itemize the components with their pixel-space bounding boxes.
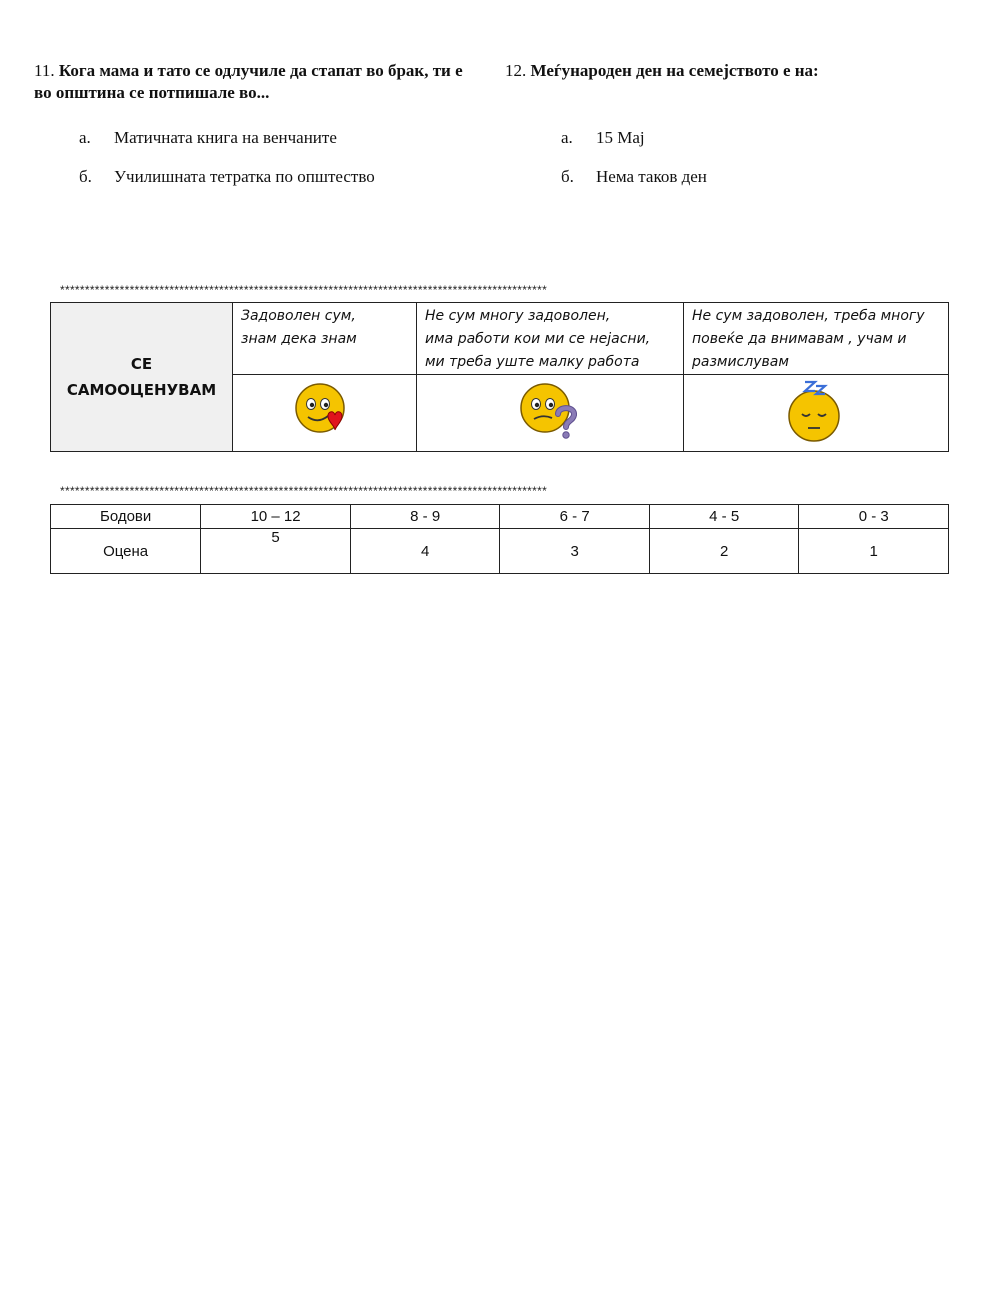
smiley-sleeping-icon — [781, 378, 851, 444]
option-text: Училишната тетратка по општество — [114, 167, 375, 186]
desc-line: повеќе да внимавам , учам и — [692, 331, 907, 347]
grade-label: Оцена — [51, 529, 201, 574]
option-text: Нема таков ден — [596, 167, 707, 186]
desc-line: Не сум задоволен, треба многу — [692, 308, 925, 324]
self-option-unsatisfied — [684, 303, 949, 375]
option-letter: б. — [79, 167, 92, 186]
option-letter: а. — [79, 128, 91, 147]
self-emoji-cell-satisfied[interactable] — [233, 375, 417, 452]
option-letter: б. — [561, 167, 574, 186]
grade-value: 1 — [799, 529, 949, 574]
title-line: САМООЦЕНУВАМ — [66, 381, 217, 399]
points-label: Бодови — [51, 505, 201, 529]
desc-line: размислувам — [692, 354, 789, 370]
desc-line: знам дека знам — [241, 331, 357, 347]
question-11 — [34, 60, 464, 104]
title-line: СЕ — [130, 355, 153, 373]
grade-value: 4 — [350, 529, 500, 574]
points-range: 6 - 7 — [500, 505, 650, 529]
grade-value: 3 — [500, 529, 650, 574]
self-assessment-title — [51, 303, 233, 452]
question-text: Кога мама и тато се одлучиле да стапат во брак, ти е во општина се потпишале во... — [34, 61, 463, 102]
smiley-question-icon — [515, 380, 585, 442]
self-emoji-cell-unsatisfied[interactable] — [684, 375, 949, 452]
option-text: Матичната книга на венчаните — [114, 128, 337, 147]
grade-value: 2 — [649, 529, 799, 574]
desc-line: Не сум многу задоволен, — [425, 308, 611, 324]
points-range: 8 - 9 — [350, 505, 500, 529]
self-option-satisfied — [233, 303, 417, 375]
option-text: 15 Мај — [596, 128, 645, 147]
question-12 — [505, 60, 965, 82]
points-range: 4 - 5 — [649, 505, 799, 529]
smiley-heart-icon — [290, 380, 360, 442]
self-assessment-table — [50, 302, 949, 452]
grading-table — [50, 504, 949, 574]
self-emoji-cell-partly[interactable] — [417, 375, 684, 452]
star-separator: ************************************************************************************************** — [60, 484, 548, 498]
self-option-partly — [417, 303, 684, 375]
points-range: 0 - 3 — [799, 505, 949, 529]
desc-line: има работи кои ми се нејасни, — [425, 331, 651, 347]
desc-line: ми треба уште малку работа — [425, 354, 640, 370]
grade-value: 5 — [201, 529, 351, 574]
points-range: 10 – 12 — [201, 505, 351, 529]
option-letter: а. — [561, 128, 573, 147]
question-number: 12. — [505, 61, 527, 80]
star-separator: ************************************************************************************************** — [60, 283, 548, 297]
desc-line: Задоволен сум, — [241, 308, 356, 324]
question-text: Меѓународен ден на семејството е на: — [530, 61, 819, 80]
question-number: 11. — [34, 61, 55, 80]
